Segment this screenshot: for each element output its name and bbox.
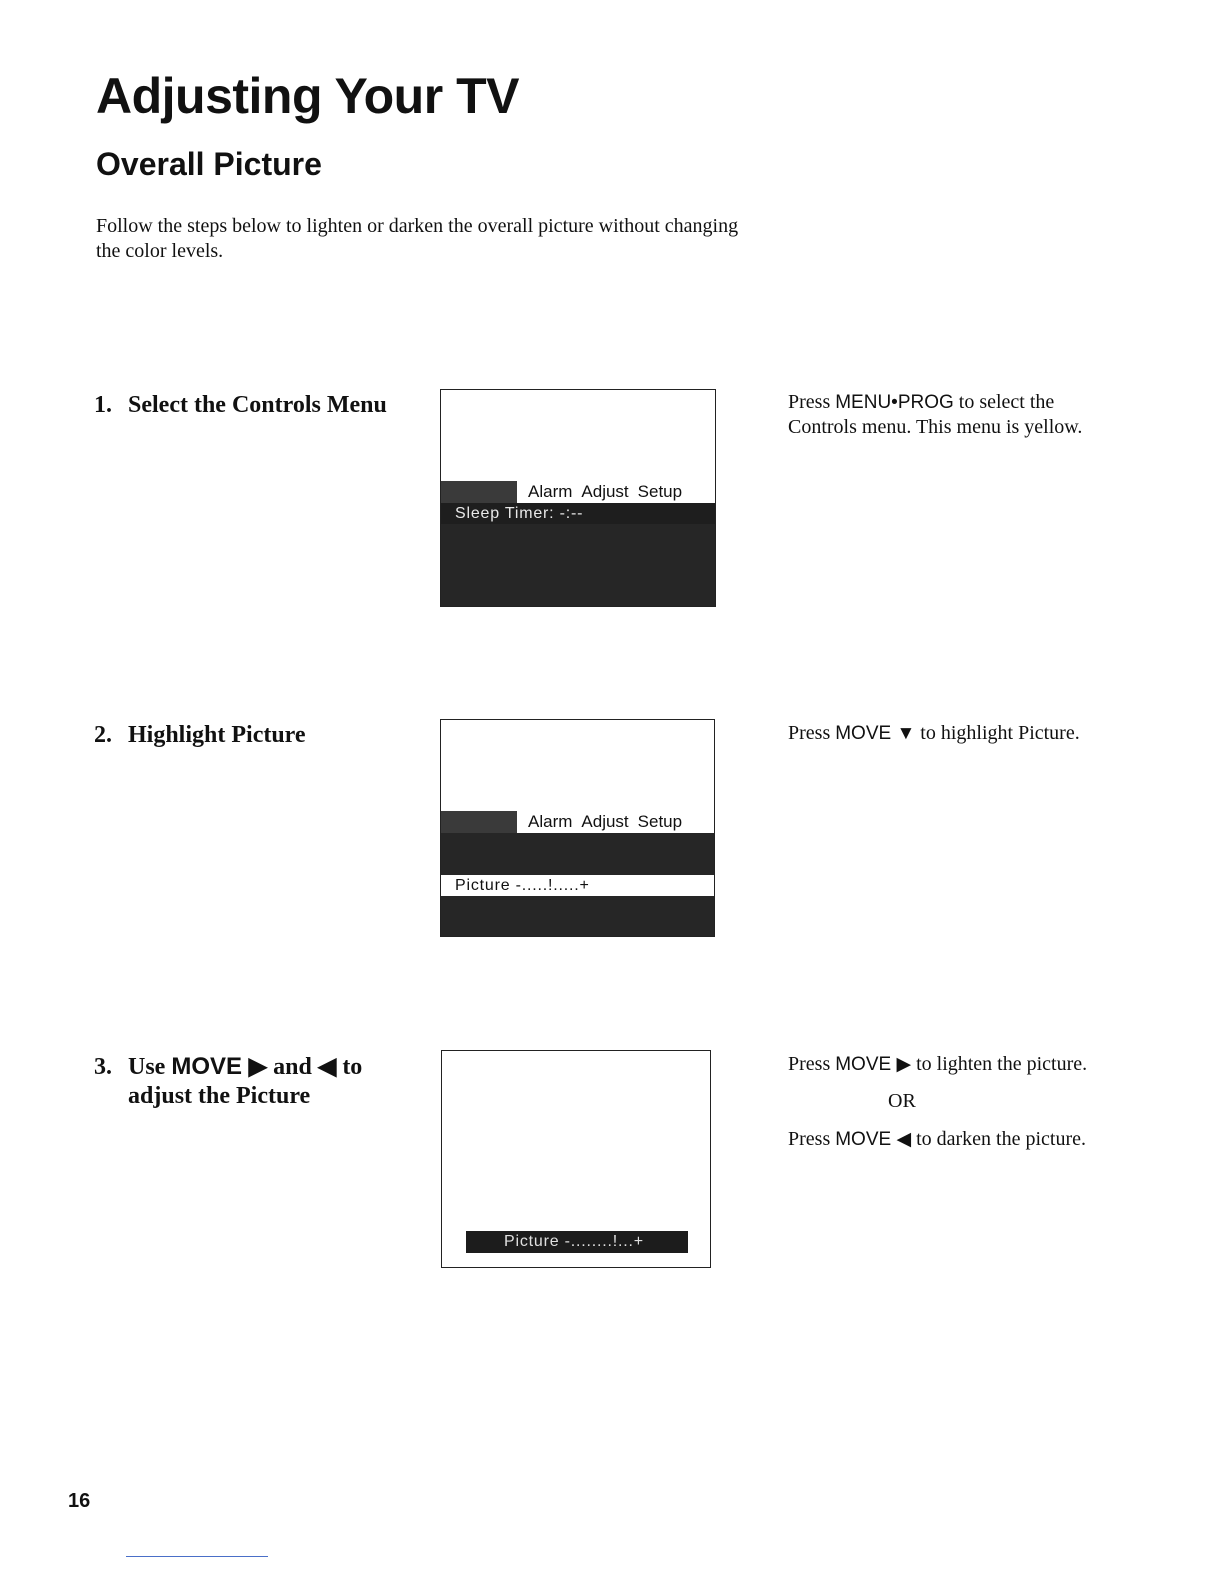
menu-row xyxy=(441,545,715,566)
step-1-number: 1. xyxy=(94,392,112,418)
desc-text: Press xyxy=(788,1128,836,1150)
step-2-heading xyxy=(94,721,306,750)
heading-text: and xyxy=(267,1054,318,1080)
desc-text: to darken the picture. xyxy=(911,1128,1087,1150)
left-arrow-icon: ◀ xyxy=(317,1053,337,1080)
step-1-description xyxy=(788,390,1108,439)
tab-setup: Setup xyxy=(637,482,683,501)
tab-alarm: Alarm xyxy=(528,482,573,501)
step-2-description xyxy=(788,721,1108,746)
footer-rule xyxy=(126,1556,268,1557)
menu-row xyxy=(441,566,715,587)
menu-row-sleep-timer: Sleep Timer: -:-- xyxy=(455,505,584,522)
controls-tab-selected xyxy=(441,481,517,503)
section-subtitle: Overall Picture xyxy=(96,146,322,182)
step-1-heading-text: Select the Controls Menu xyxy=(128,392,387,418)
menu-row xyxy=(441,854,714,875)
desc-text: Press xyxy=(788,722,836,744)
step-1-heading xyxy=(94,391,387,420)
or-separator: OR xyxy=(888,1090,916,1112)
heading-text: Use xyxy=(128,1054,172,1080)
controls-menu-panel xyxy=(441,833,714,936)
page-title: Adjusting Your TV xyxy=(96,68,519,124)
menu-row xyxy=(441,917,714,937)
step-3-number: 3. xyxy=(94,1054,112,1080)
tab-adjust: Adjust xyxy=(581,812,629,831)
desc-text: to select the Controls menu. This menu is yellow. xyxy=(788,391,1083,438)
menu-row xyxy=(441,833,714,854)
desc-text: to highlight Picture. xyxy=(915,722,1080,744)
step-3-heading-line-2: adjust the Picture xyxy=(128,1083,311,1109)
intro-paragraph: Follow the steps below to lighten or darken the overall picture without changing the color levels. xyxy=(96,215,739,262)
desc-text: Press xyxy=(788,391,836,413)
menu-row xyxy=(441,896,714,917)
page-number: 16 xyxy=(68,1490,91,1512)
step-1-tv-screen xyxy=(440,389,716,607)
controls-tab-selected xyxy=(441,811,517,833)
menu-tab-bar xyxy=(441,811,714,833)
step-3-description xyxy=(788,1052,1108,1152)
move-down-key-label: MOVE ▼ xyxy=(835,723,916,744)
heading-text: to xyxy=(336,1054,363,1080)
menu-tab-bar xyxy=(441,481,715,503)
menu-row-picture-highlighted: Picture -.....!.....+ xyxy=(441,875,714,896)
menu-row xyxy=(441,524,715,545)
step-2-number: 2. xyxy=(94,722,112,748)
controls-menu-panel xyxy=(441,503,715,606)
desc-text: to lighten the picture. xyxy=(911,1053,1088,1075)
step-3-tv-screen xyxy=(441,1050,711,1268)
picture-adjust-bar: Picture -........!...+ xyxy=(466,1231,688,1253)
tab-alarm: Alarm xyxy=(528,812,573,831)
tab-setup: Setup xyxy=(637,812,683,831)
menu-prog-key-label: MENU•PROG xyxy=(835,392,954,413)
move-right-key-label: MOVE ▶ xyxy=(171,1053,268,1080)
desc-text: Press xyxy=(788,1053,836,1075)
move-left-key-label: MOVE ◀ xyxy=(835,1129,912,1150)
step-2-tv-screen xyxy=(440,719,715,937)
step-3-heading xyxy=(94,1052,362,1111)
menu-row xyxy=(441,587,715,607)
move-right-key-label: MOVE ▶ xyxy=(835,1054,912,1075)
step-2-heading-text: Highlight Picture xyxy=(128,722,306,748)
tab-adjust: Adjust xyxy=(581,482,629,501)
